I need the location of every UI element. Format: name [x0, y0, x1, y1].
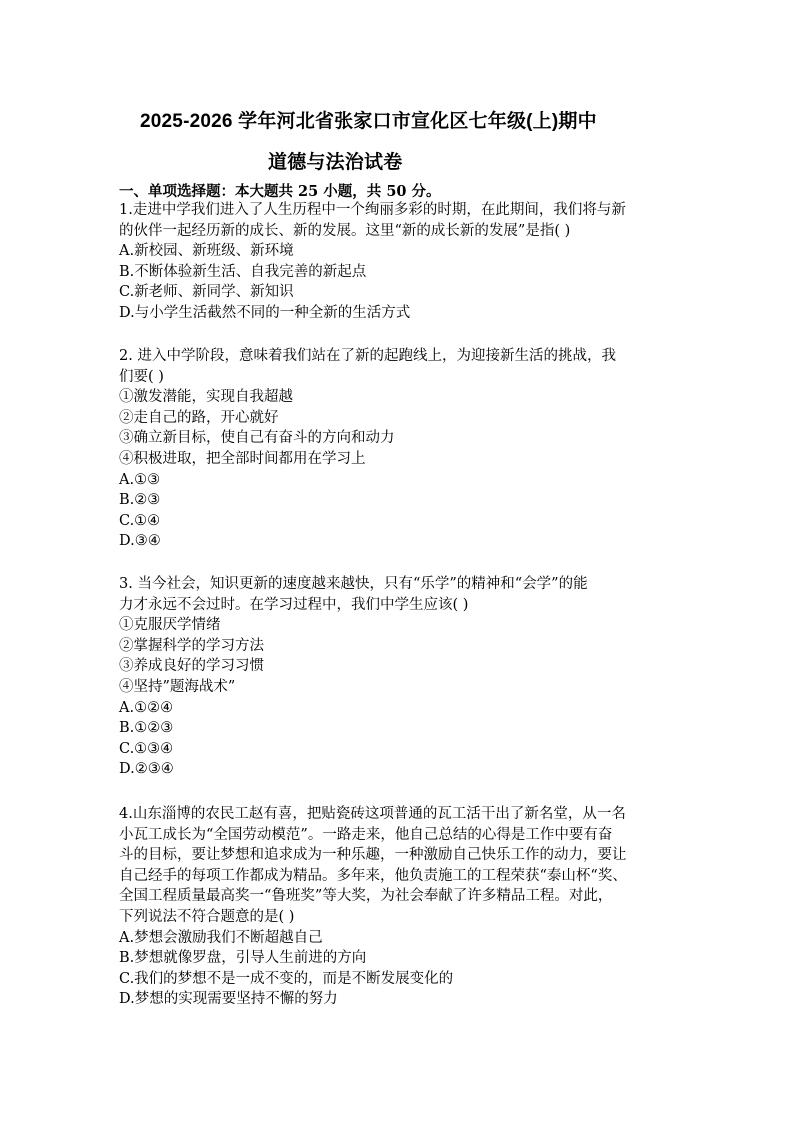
- statement-item: ③养成良好的学习习惯: [119, 658, 264, 675]
- question-stem-line: 自己经手的每项工作都成为精品。多年来，他负责施工的工程荣获“泰山杯“奖、: [119, 867, 627, 884]
- statement-item: ④坚持”题海战术”: [119, 678, 236, 695]
- answer-option-c: C.新老师、新同学、新知识: [119, 284, 294, 301]
- question-stem-line: 2. 进入中学阶段，意味着我们站在了新的起跑线上，为迎接新生活的挑战，我: [119, 348, 616, 364]
- question-stem-line: 斗的目标，要让梦想和追求成为一种乐趣，一种激励自己快乐工作的动力，要让: [119, 847, 627, 864]
- statement-item: ①激发潜能，实现自我超越: [119, 389, 293, 406]
- section-heading: 一、单项选择题：本大题共 25 小题，共 50 分。: [119, 183, 441, 200]
- statement-item: ②走自己的路，开心就好: [119, 409, 279, 426]
- answer-option-a: A.新校园、新班级、新环境: [119, 243, 294, 260]
- question-2: [119, 346, 679, 552]
- question-stem-line: 力才永远不会过时。在学习过程中，我们中学生应该( ): [119, 596, 469, 613]
- answer-option-c: C.我们的梦想不是一成不变的，而是不断发展变化的: [119, 970, 454, 987]
- answer-option-a: A.梦想会激励我们不断超越自己: [119, 929, 323, 946]
- answer-option-a: A.①②④: [119, 699, 174, 716]
- answer-option-d: D.与小学生活截然不同的一种全新的生活方式: [119, 304, 411, 321]
- answer-option-b: B.②③: [119, 492, 161, 509]
- question-stem-line: 的伙伴一起经历新的成长、新的发展。这里“新的成长新的发展”是指( ): [119, 222, 571, 239]
- question-stem-line: 4.山东淄博的农民工赵有喜，把贴瓷砖这项普通的瓦工活干出了新名堂，从一名: [119, 806, 626, 822]
- answer-option-d: D.③④: [119, 533, 161, 550]
- answer-option-a: A.①③: [119, 471, 161, 488]
- question-stem-line: 下列说法不符合题意的是( ): [119, 908, 295, 925]
- statement-item: ④积极进取，把全部时间都用在学习上: [119, 450, 366, 467]
- answer-option-c: C.①④: [119, 512, 161, 529]
- answer-option-c: C.①③④: [119, 740, 174, 757]
- question-3: [119, 574, 679, 780]
- question-stem-line: 3. 当今社会，知识更新的速度越来越快，只有“乐学”的精神和“会学”的能: [119, 576, 588, 592]
- answer-option-b: B.梦想就像罗盘，引导人生前进的方向: [119, 950, 367, 967]
- answer-option-b: B.①②③: [119, 720, 174, 737]
- answer-option-b: B.不断体验新生活、自我完善的新起点: [119, 263, 367, 280]
- statement-item: ③确立新目标，使自己有奋斗的方向和动力: [119, 430, 395, 447]
- statement-item: ②掌握科学的学习方法: [119, 637, 264, 654]
- question-stem-line: 1.走进中学我们进入了人生历程中一个绚丽多彩的时期，在此期间，我们将与新: [119, 202, 626, 218]
- question-1: [119, 200, 679, 324]
- question-4: [119, 804, 679, 1010]
- question-stem-line: 们要( ): [119, 368, 164, 385]
- exam-title-line-2: 道德与法治试卷: [268, 152, 403, 173]
- question-stem-line: 小瓦工成长为“全国劳动模范”。一路走来，他自己总结的心得是工作中要有奋: [119, 826, 613, 843]
- question-stem-line: 全国工程质量最高奖一“鲁班奖”等大奖，为社会奉献了许多精品工程。对此，: [119, 888, 613, 905]
- answer-option-d: D.②③④: [119, 761, 174, 778]
- answer-option-d: D.梦想的实现需要坚持不懈的努力: [119, 991, 338, 1008]
- statement-item: ①克服厌学情绪: [119, 617, 221, 634]
- exam-title-line-1: 2025-2026 学年河北省张家口市宣化区七年级(上)期中: [140, 111, 597, 132]
